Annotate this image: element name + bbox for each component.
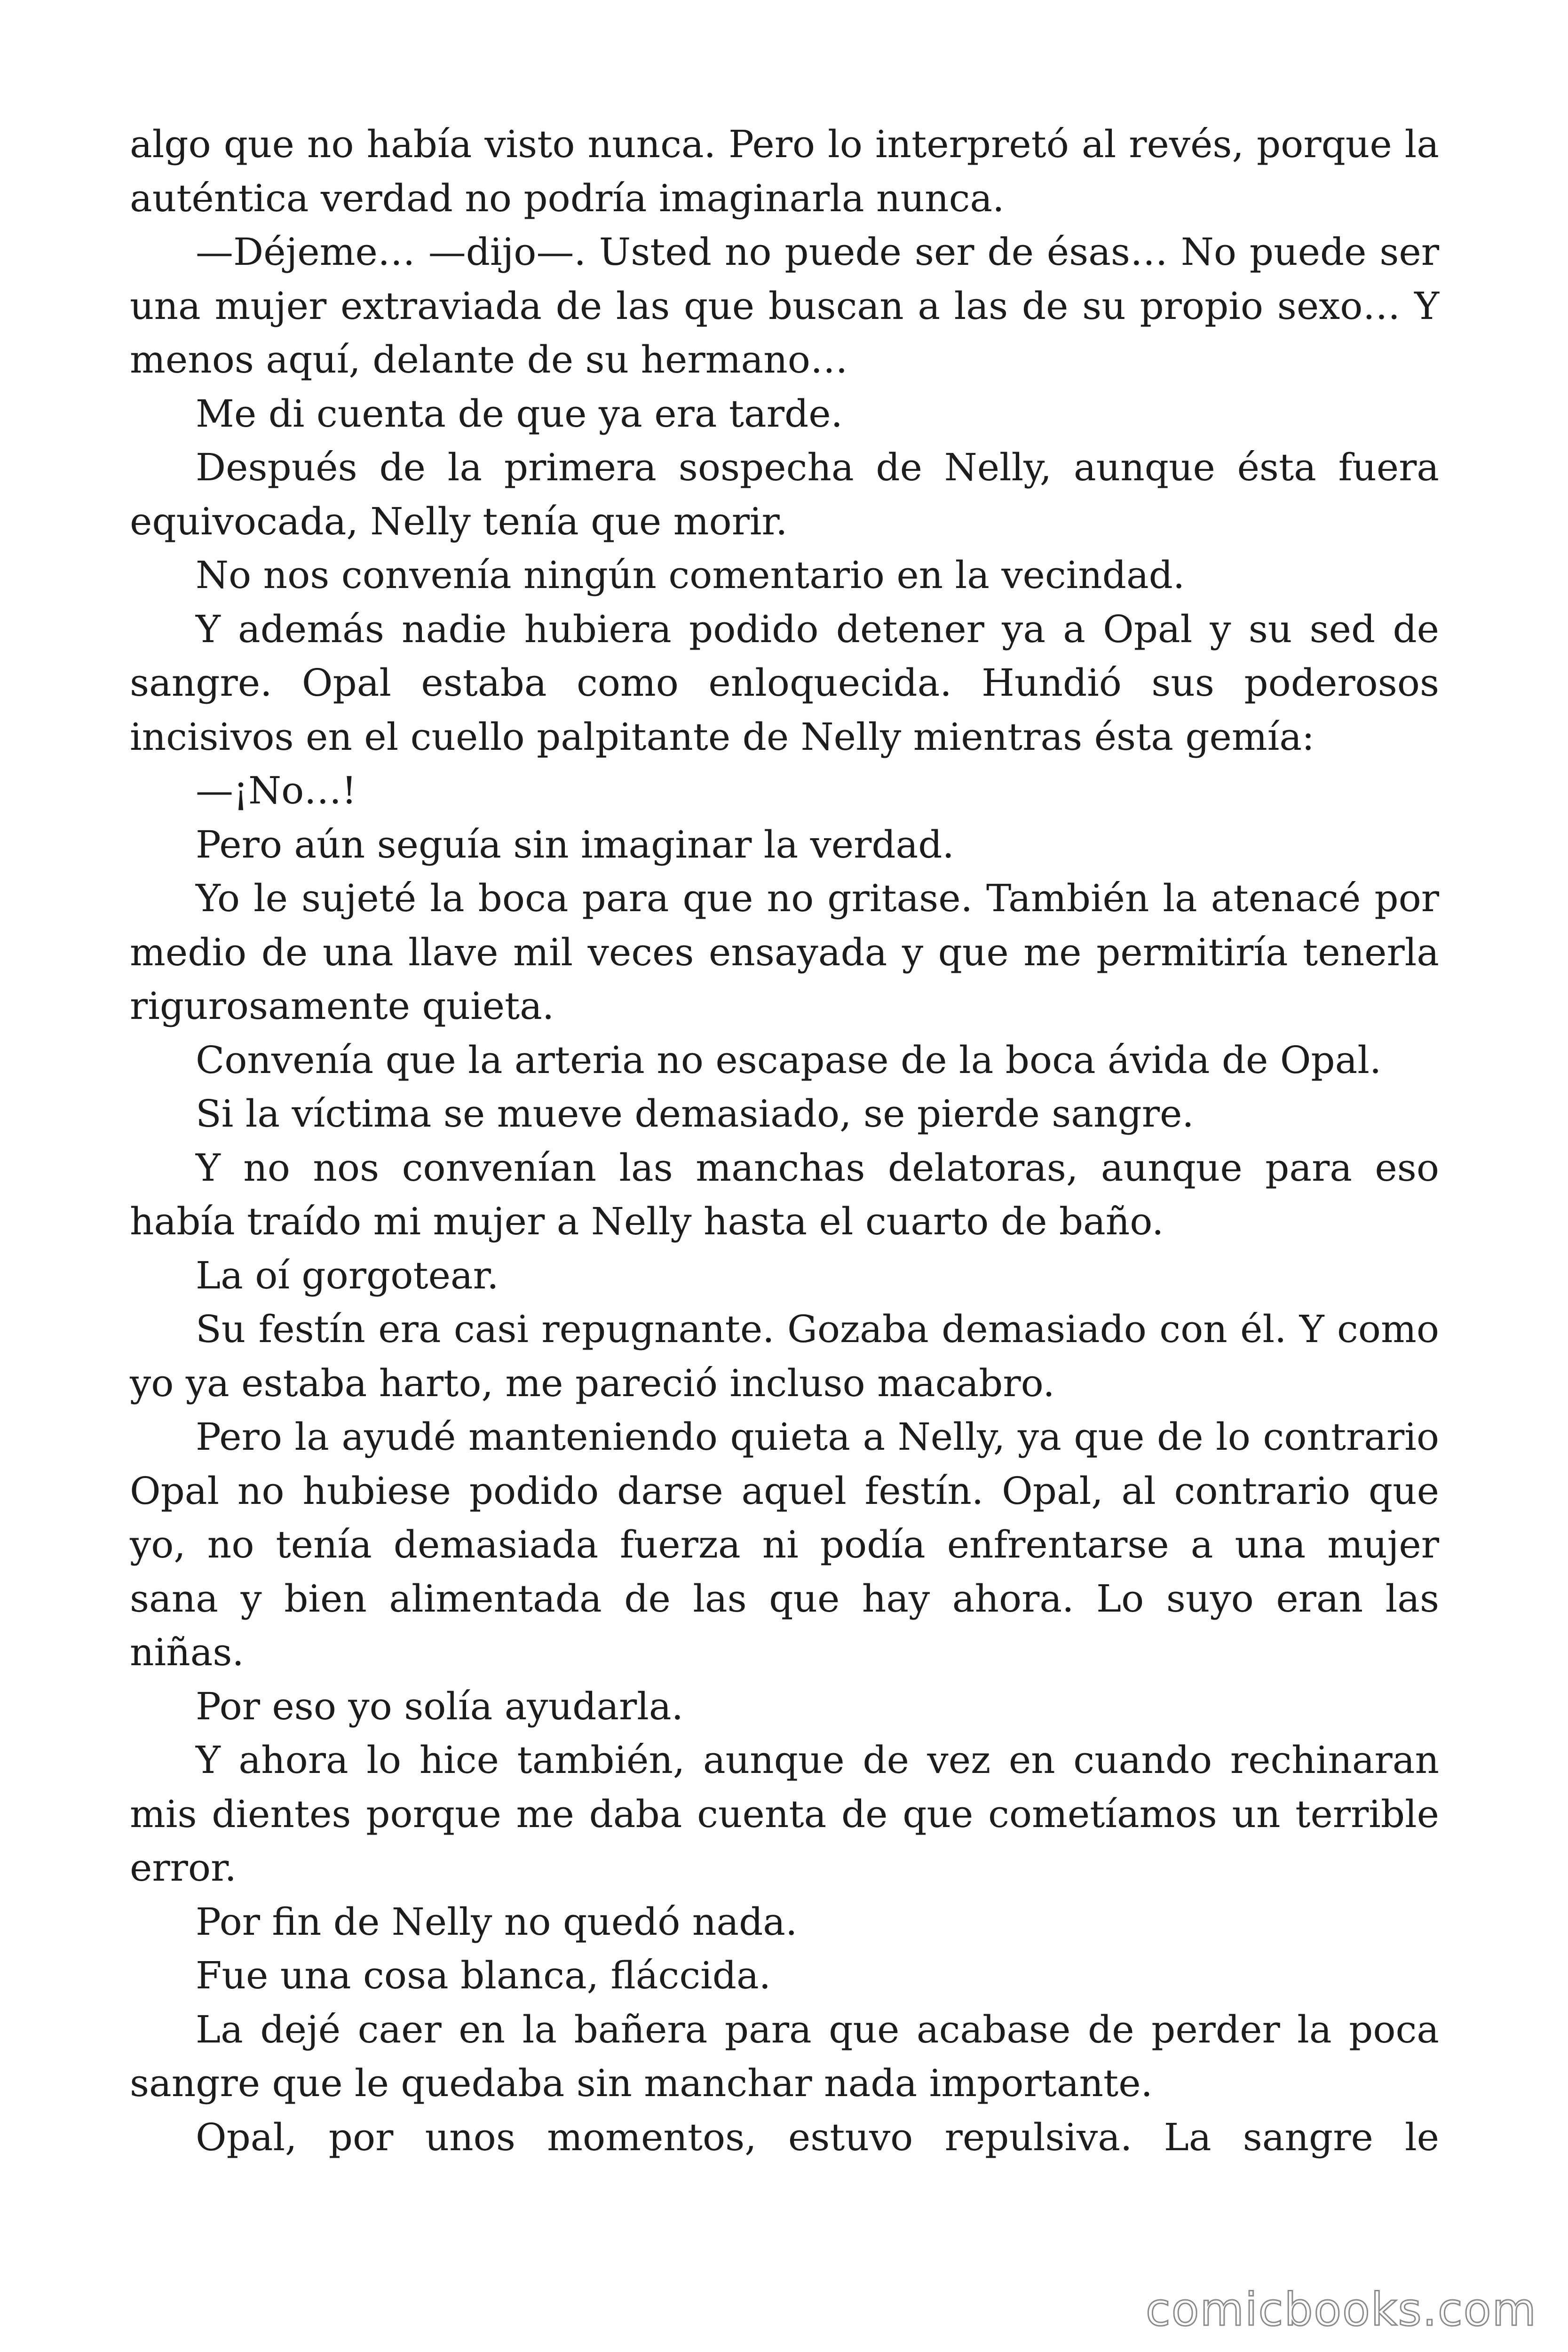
paragraph: Me di cuenta de que ya era tarde.: [196, 391, 843, 436]
paragraph: algo que no había visto nunca. Pero lo interpretó al revés, porque la auténtica verdad no podría imaginarla nunca.: [130, 122, 1439, 220]
paragraph-continued: Opal, por unos momentos, estuvo repulsiva. La sangre le: [196, 2115, 1439, 2159]
paragraph: —Déjeme… —dijo—. Usted no puede ser de ésas… No puede ser una mujer extraviada de las que buscan a las de su propio sexo… Y menos aquí, delante de su hermano…: [130, 230, 1439, 381]
body-text: [130, 118, 1439, 2164]
paragraph: Pero la ayudé manteniendo quieta a Nelly, ya que de lo contrario Opal no hubiese podido darse aquel festín. Opal, al contrario que yo, no tenía demasiada fuerza ni podía enfrentarse a una mujer sana y bien alimentada de las que hay ahora. Lo suyo eran las niñas.: [130, 1415, 1439, 1674]
paragraph: No nos convenía ningún comentario en la vecindad.: [196, 553, 1185, 597]
paragraph: La oí gorgotear.: [196, 1253, 499, 1297]
paragraph: —¡No…!: [196, 769, 357, 812]
paragraph: Convenía que la arteria no escapase de la boca ávida de Opal.: [196, 1038, 1382, 1082]
paragraph: Y no nos convenían las manchas delatoras, aunque para eso había traído mi mujer a Nelly hasta el cuarto de baño.: [130, 1145, 1439, 1243]
paragraph: Su festín era casi repugnante. Gozaba demasiado con él. Y como yo ya estaba harto, me pareció incluso macabro.: [130, 1307, 1439, 1405]
paragraph: Por eso yo solía ayudarla.: [196, 1684, 683, 1728]
paragraph: La dejé caer en la bañera para que acabase de perder la poca sangre que le quedaba sin manchar nada importante.: [130, 2007, 1439, 2105]
paragraph: Yo le sujeté la boca para que no gritase. También la atenacé por medio de una llave mil veces ensayada y que me permitiría tenerla rigurosamente quieta.: [130, 876, 1439, 1028]
paragraph: Pero aún seguía sin imaginar la verdad.: [196, 822, 954, 866]
watermark: comicbooks.com: [1145, 2283, 1537, 2336]
paragraph: Después de la primera sospecha de Nelly, aunque ésta fuera equivocada, Nelly tenía que morir.: [130, 445, 1439, 543]
paragraph: Por fin de Nelly no quedó nada.: [196, 1899, 798, 1944]
paragraph: Si la víctima se mueve demasiado, se pierde sangre.: [196, 1092, 1194, 1136]
paragraph: Fue una cosa blanca, fláccida.: [196, 1954, 771, 1997]
paragraph: Y ahora lo hice también, aunque de vez en cuando rechinaran mis dientes porque me daba cuenta de que cometíamos un terrible error.: [130, 1738, 1439, 1890]
paragraph: Y además nadie hubiera podido detener ya a Opal y su sed de sangre. Opal estaba como enloquecida. Hundió sus poderosos incisivos en el cuello palpitante de Nelly mientras ésta gemía:: [130, 607, 1439, 759]
